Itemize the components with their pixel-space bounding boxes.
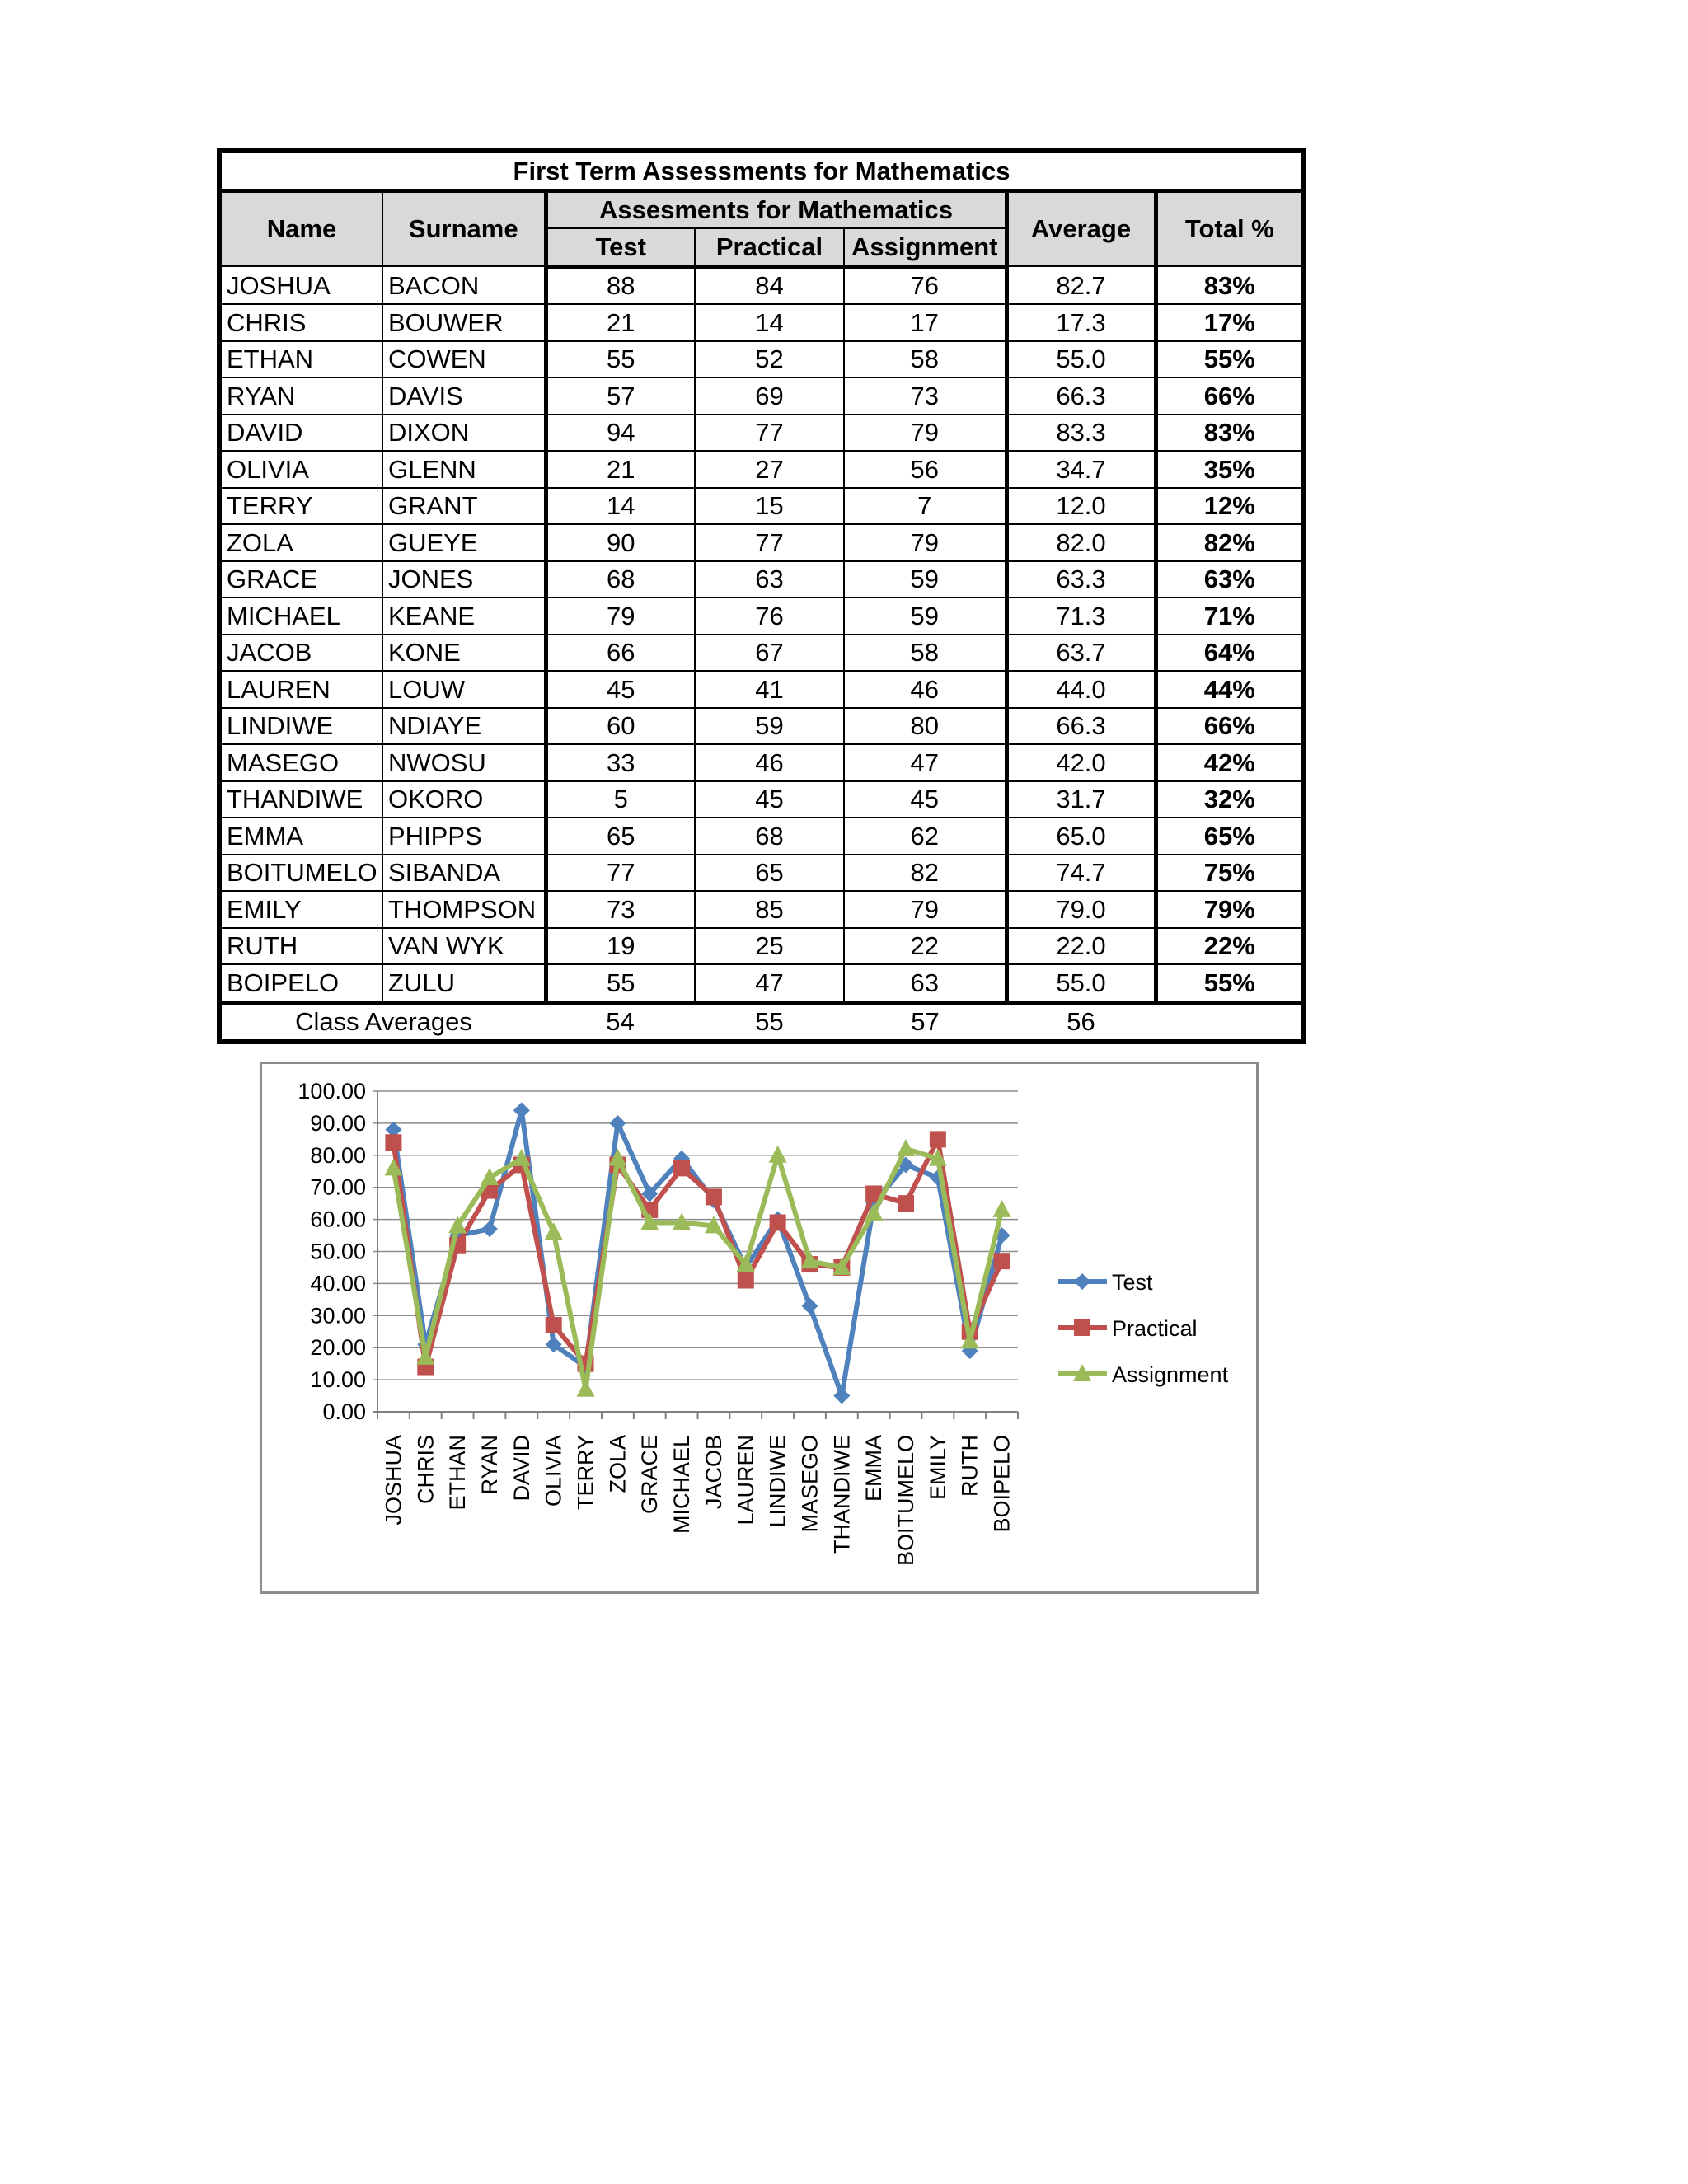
cell-name: LINDIWE xyxy=(219,708,382,745)
cell-practical: 46 xyxy=(695,744,844,781)
point-practical xyxy=(546,1317,562,1333)
cell-practical: 59 xyxy=(695,708,844,745)
x-tick-label: GRACE xyxy=(637,1435,663,1515)
line-chart xyxy=(260,1062,1259,1594)
cell-name: TERRY xyxy=(219,488,382,525)
cell-total: 32% xyxy=(1156,781,1304,818)
cell-average: 42.0 xyxy=(1006,744,1156,781)
cell-practical: 77 xyxy=(695,415,844,452)
y-tick-label: 0.00 xyxy=(322,1399,366,1424)
cell-test: 55 xyxy=(546,341,695,378)
x-tick-label: OLIVIA xyxy=(541,1435,566,1507)
cell-surname: DIXON xyxy=(382,415,546,452)
header-assignment: Assignment xyxy=(844,228,1006,266)
table-row xyxy=(219,451,1304,488)
cell-average: 63.7 xyxy=(1006,635,1156,672)
cell-total: 55% xyxy=(1156,964,1304,1002)
chart-svg xyxy=(262,1064,1256,1591)
cell-assignment: 17 xyxy=(844,304,1006,341)
cell-total: 66% xyxy=(1156,708,1304,745)
x-tick-label: MICHAEL xyxy=(669,1435,695,1535)
cell-assignment: 80 xyxy=(844,708,1006,745)
cell-test: 19 xyxy=(546,928,695,965)
point-assignment xyxy=(993,1200,1011,1217)
cell-name: ETHAN xyxy=(219,341,382,378)
cell-practical: 67 xyxy=(695,635,844,672)
cell-surname: PHIPPS xyxy=(382,818,546,855)
cell-total: 83% xyxy=(1156,266,1304,304)
cell-name: MICHAEL xyxy=(219,598,382,635)
cell-assignment: 73 xyxy=(844,377,1006,415)
table-row xyxy=(219,781,1304,818)
x-tick-label: JACOB xyxy=(701,1435,726,1510)
cell-test: 14 xyxy=(546,488,695,525)
x-tick-label: EMILY xyxy=(925,1435,950,1501)
cell-average: 71.3 xyxy=(1006,598,1156,635)
x-tick-label: RYAN xyxy=(476,1435,502,1495)
point-practical xyxy=(994,1253,1010,1269)
table-title: First Term Assessments for Mathematics xyxy=(219,151,1304,190)
table-row xyxy=(219,304,1304,341)
cell-surname: BOUWER xyxy=(382,304,546,341)
cell-total: 65% xyxy=(1156,818,1304,855)
header-total: Total % xyxy=(1156,190,1304,266)
table-body xyxy=(219,266,1304,1002)
cell-assignment: 62 xyxy=(844,818,1006,855)
series-line-practical xyxy=(393,1139,1001,1366)
cell-assignment: 58 xyxy=(844,635,1006,672)
table-row xyxy=(219,855,1304,892)
cell-total: 22% xyxy=(1156,928,1304,965)
cell-assignment: 79 xyxy=(844,415,1006,452)
y-tick-label: 80.00 xyxy=(310,1142,366,1168)
cell-average: 31.7 xyxy=(1006,781,1156,818)
x-tick-label: RUTH xyxy=(957,1435,982,1497)
cell-assignment: 58 xyxy=(844,341,1006,378)
x-tick-label: EMMA xyxy=(861,1435,887,1502)
cell-average: 82.7 xyxy=(1006,266,1156,304)
cell-name: JOSHUA xyxy=(219,266,382,304)
x-tick-label: THANDIWE xyxy=(829,1435,855,1554)
cell-total: 63% xyxy=(1156,561,1304,598)
cell-surname: VAN WYK xyxy=(382,928,546,965)
cell-practical: 85 xyxy=(695,891,844,928)
cell-total: 71% xyxy=(1156,598,1304,635)
point-test xyxy=(481,1221,498,1237)
point-practical xyxy=(770,1214,786,1230)
y-tick-label: 70.00 xyxy=(310,1174,366,1200)
cell-average: 63.3 xyxy=(1006,561,1156,598)
cell-surname: BACON xyxy=(382,266,546,304)
class-averages-label: Class Averages xyxy=(219,1002,546,1042)
cell-test: 57 xyxy=(546,377,695,415)
x-tick-label: LAUREN xyxy=(733,1435,758,1526)
cell-surname: GRANT xyxy=(382,488,546,525)
cell-test: 65 xyxy=(546,818,695,855)
table-row xyxy=(219,818,1304,855)
cell-practical: 76 xyxy=(695,598,844,635)
cell-test: 90 xyxy=(546,524,695,561)
point-practical xyxy=(706,1188,722,1205)
cell-average: 34.7 xyxy=(1006,451,1156,488)
y-tick-label: 30.00 xyxy=(310,1303,366,1329)
cell-name: EMILY xyxy=(219,891,382,928)
cell-total: 64% xyxy=(1156,635,1304,672)
cell-average: 66.3 xyxy=(1006,708,1156,745)
class-average-total-empty xyxy=(1156,1002,1304,1042)
y-tick-label: 50.00 xyxy=(310,1239,366,1264)
table-row xyxy=(219,891,1304,928)
cell-practical: 25 xyxy=(695,928,844,965)
cell-practical: 77 xyxy=(695,524,844,561)
header-practical: Practical xyxy=(695,228,844,266)
point-assignment xyxy=(897,1139,915,1156)
cell-name: RUTH xyxy=(219,928,382,965)
cell-total: 82% xyxy=(1156,524,1304,561)
table-row xyxy=(219,744,1304,781)
cell-test: 5 xyxy=(546,781,695,818)
legend-label-test: Test xyxy=(1112,1270,1153,1295)
table-row xyxy=(219,708,1304,745)
cell-test: 68 xyxy=(546,561,695,598)
cell-practical: 15 xyxy=(695,488,844,525)
cell-practical: 63 xyxy=(695,561,844,598)
cell-assignment: 22 xyxy=(844,928,1006,965)
cell-average: 79.0 xyxy=(1006,891,1156,928)
cell-name: CHRIS xyxy=(219,304,382,341)
cell-average: 55.0 xyxy=(1006,341,1156,378)
cell-surname: NDIAYE xyxy=(382,708,546,745)
cell-practical: 68 xyxy=(695,818,844,855)
cell-surname: ZULU xyxy=(382,964,546,1002)
cell-practical: 47 xyxy=(695,964,844,1002)
cell-assignment: 63 xyxy=(844,964,1006,1002)
legend-marker-test xyxy=(1074,1273,1090,1290)
cell-total: 75% xyxy=(1156,855,1304,892)
cell-average: 74.7 xyxy=(1006,855,1156,892)
cell-total: 44% xyxy=(1156,671,1304,708)
cell-average: 22.0 xyxy=(1006,928,1156,965)
cell-surname: KONE xyxy=(382,635,546,672)
header-surname: Surname xyxy=(382,190,546,266)
cell-surname: THOMPSON xyxy=(382,891,546,928)
cell-practical: 65 xyxy=(695,855,844,892)
x-tick-label: ETHAN xyxy=(445,1435,471,1511)
x-tick-label: BOIPELO xyxy=(989,1435,1015,1533)
cell-assignment: 45 xyxy=(844,781,1006,818)
point-test xyxy=(801,1298,818,1315)
cell-name: DAVID xyxy=(219,415,382,452)
cell-assignment: 59 xyxy=(844,598,1006,635)
cell-test: 21 xyxy=(546,451,695,488)
x-tick-label: BOITUMELO xyxy=(893,1435,919,1567)
cell-assignment: 46 xyxy=(844,671,1006,708)
cell-name: JACOB xyxy=(219,635,382,672)
class-average-overall: 56 xyxy=(1006,1002,1156,1042)
cell-practical: 27 xyxy=(695,451,844,488)
cell-average: 65.0 xyxy=(1006,818,1156,855)
cell-surname: JONES xyxy=(382,561,546,598)
cell-practical: 69 xyxy=(695,377,844,415)
cell-average: 17.3 xyxy=(1006,304,1156,341)
cell-average: 83.3 xyxy=(1006,415,1156,452)
cell-assignment: 59 xyxy=(844,561,1006,598)
header-name: Name xyxy=(219,190,382,266)
cell-assignment: 79 xyxy=(844,524,1006,561)
cell-test: 21 xyxy=(546,304,695,341)
cell-total: 42% xyxy=(1156,744,1304,781)
cell-surname: SIBANDA xyxy=(382,855,546,892)
y-tick-label: 20.00 xyxy=(310,1335,366,1361)
cell-average: 12.0 xyxy=(1006,488,1156,525)
cell-name: OLIVIA xyxy=(219,451,382,488)
table-row xyxy=(219,377,1304,415)
cell-assignment: 76 xyxy=(844,266,1006,304)
cell-practical: 14 xyxy=(695,304,844,341)
cell-total: 17% xyxy=(1156,304,1304,341)
cell-surname: GUEYE xyxy=(382,524,546,561)
table-row xyxy=(219,341,1304,378)
cell-test: 45 xyxy=(546,671,695,708)
cell-name: THANDIWE xyxy=(219,781,382,818)
cell-test: 79 xyxy=(546,598,695,635)
table-row xyxy=(219,488,1304,525)
cell-total: 83% xyxy=(1156,415,1304,452)
cell-practical: 84 xyxy=(695,266,844,304)
point-practical xyxy=(738,1272,754,1289)
cell-assignment: 47 xyxy=(844,744,1006,781)
cell-test: 55 xyxy=(546,964,695,1002)
y-tick-label: 40.00 xyxy=(310,1271,366,1296)
table-row xyxy=(219,524,1304,561)
cell-test: 33 xyxy=(546,744,695,781)
cell-total: 66% xyxy=(1156,377,1304,415)
y-tick-label: 10.00 xyxy=(310,1367,366,1393)
header-test: Test xyxy=(546,228,695,266)
table-row xyxy=(219,671,1304,708)
cell-total: 79% xyxy=(1156,891,1304,928)
cell-average: 55.0 xyxy=(1006,964,1156,1002)
y-tick-label: 100.00 xyxy=(298,1079,366,1104)
point-practical xyxy=(930,1131,946,1147)
cell-assignment: 56 xyxy=(844,451,1006,488)
cell-name: MASEGO xyxy=(219,744,382,781)
header-assessment-group: Assesments for Mathematics xyxy=(546,190,1006,228)
point-practical xyxy=(898,1195,914,1212)
cell-surname: OKORO xyxy=(382,781,546,818)
table-row xyxy=(219,635,1304,672)
cell-name: GRACE xyxy=(219,561,382,598)
legend-marker-practical xyxy=(1074,1319,1090,1336)
cell-average: 82.0 xyxy=(1006,524,1156,561)
cell-total: 12% xyxy=(1156,488,1304,525)
x-tick-label: TERRY xyxy=(573,1435,598,1511)
cell-surname: NWOSU xyxy=(382,744,546,781)
x-tick-label: JOSHUA xyxy=(381,1435,406,1526)
header-average: Average xyxy=(1006,190,1156,266)
cell-assignment: 82 xyxy=(844,855,1006,892)
table-row xyxy=(219,266,1304,304)
cell-total: 35% xyxy=(1156,451,1304,488)
cell-practical: 52 xyxy=(695,341,844,378)
cell-test: 88 xyxy=(546,266,695,304)
x-tick-label: CHRIS xyxy=(413,1435,438,1505)
cell-practical: 41 xyxy=(695,671,844,708)
cell-assignment: 7 xyxy=(844,488,1006,525)
cell-average: 44.0 xyxy=(1006,671,1156,708)
cell-test: 66 xyxy=(546,635,695,672)
point-test xyxy=(513,1102,530,1118)
cell-practical: 45 xyxy=(695,781,844,818)
legend-label-assignment: Assignment xyxy=(1112,1362,1229,1387)
point-assignment xyxy=(769,1146,787,1163)
y-tick-label: 90.00 xyxy=(310,1110,366,1136)
cell-name: EMMA xyxy=(219,818,382,855)
cell-name: BOIPELO xyxy=(219,964,382,1002)
cell-test: 73 xyxy=(546,891,695,928)
table-row xyxy=(219,964,1304,1002)
x-tick-label: DAVID xyxy=(509,1435,534,1502)
cell-surname: DAVIS xyxy=(382,377,546,415)
point-test xyxy=(833,1388,850,1404)
point-practical xyxy=(385,1134,401,1151)
point-test xyxy=(609,1115,626,1132)
x-tick-label: MASEGO xyxy=(797,1435,823,1533)
cell-test: 94 xyxy=(546,415,695,452)
x-tick-label: ZOLA xyxy=(605,1435,631,1493)
cell-name: BOITUMELO xyxy=(219,855,382,892)
assessment-table xyxy=(217,148,1306,1044)
table-row xyxy=(219,928,1304,965)
cell-surname: GLENN xyxy=(382,451,546,488)
table-row xyxy=(219,598,1304,635)
point-assignment xyxy=(545,1222,563,1240)
cell-total: 55% xyxy=(1156,341,1304,378)
cell-test: 77 xyxy=(546,855,695,892)
cell-name: RYAN xyxy=(219,377,382,415)
y-tick-label: 60.00 xyxy=(310,1207,366,1232)
cell-name: ZOLA xyxy=(219,524,382,561)
legend-label-practical: Practical xyxy=(1112,1316,1198,1341)
table-row xyxy=(219,561,1304,598)
cell-test: 60 xyxy=(546,708,695,745)
cell-average: 66.3 xyxy=(1006,377,1156,415)
cell-name: LAUREN xyxy=(219,671,382,708)
class-average-assignment: 57 xyxy=(844,1002,1006,1042)
cell-surname: LOUW xyxy=(382,671,546,708)
table-row xyxy=(219,415,1304,452)
cell-surname: KEANE xyxy=(382,598,546,635)
class-average-test: 54 xyxy=(546,1002,695,1042)
point-assignment xyxy=(577,1380,595,1397)
class-average-practical: 55 xyxy=(695,1002,844,1042)
cell-assignment: 79 xyxy=(844,891,1006,928)
class-averages-row xyxy=(219,1002,1304,1042)
point-practical xyxy=(673,1160,690,1176)
cell-surname: COWEN xyxy=(382,341,546,378)
x-tick-label: LINDIWE xyxy=(765,1435,790,1528)
